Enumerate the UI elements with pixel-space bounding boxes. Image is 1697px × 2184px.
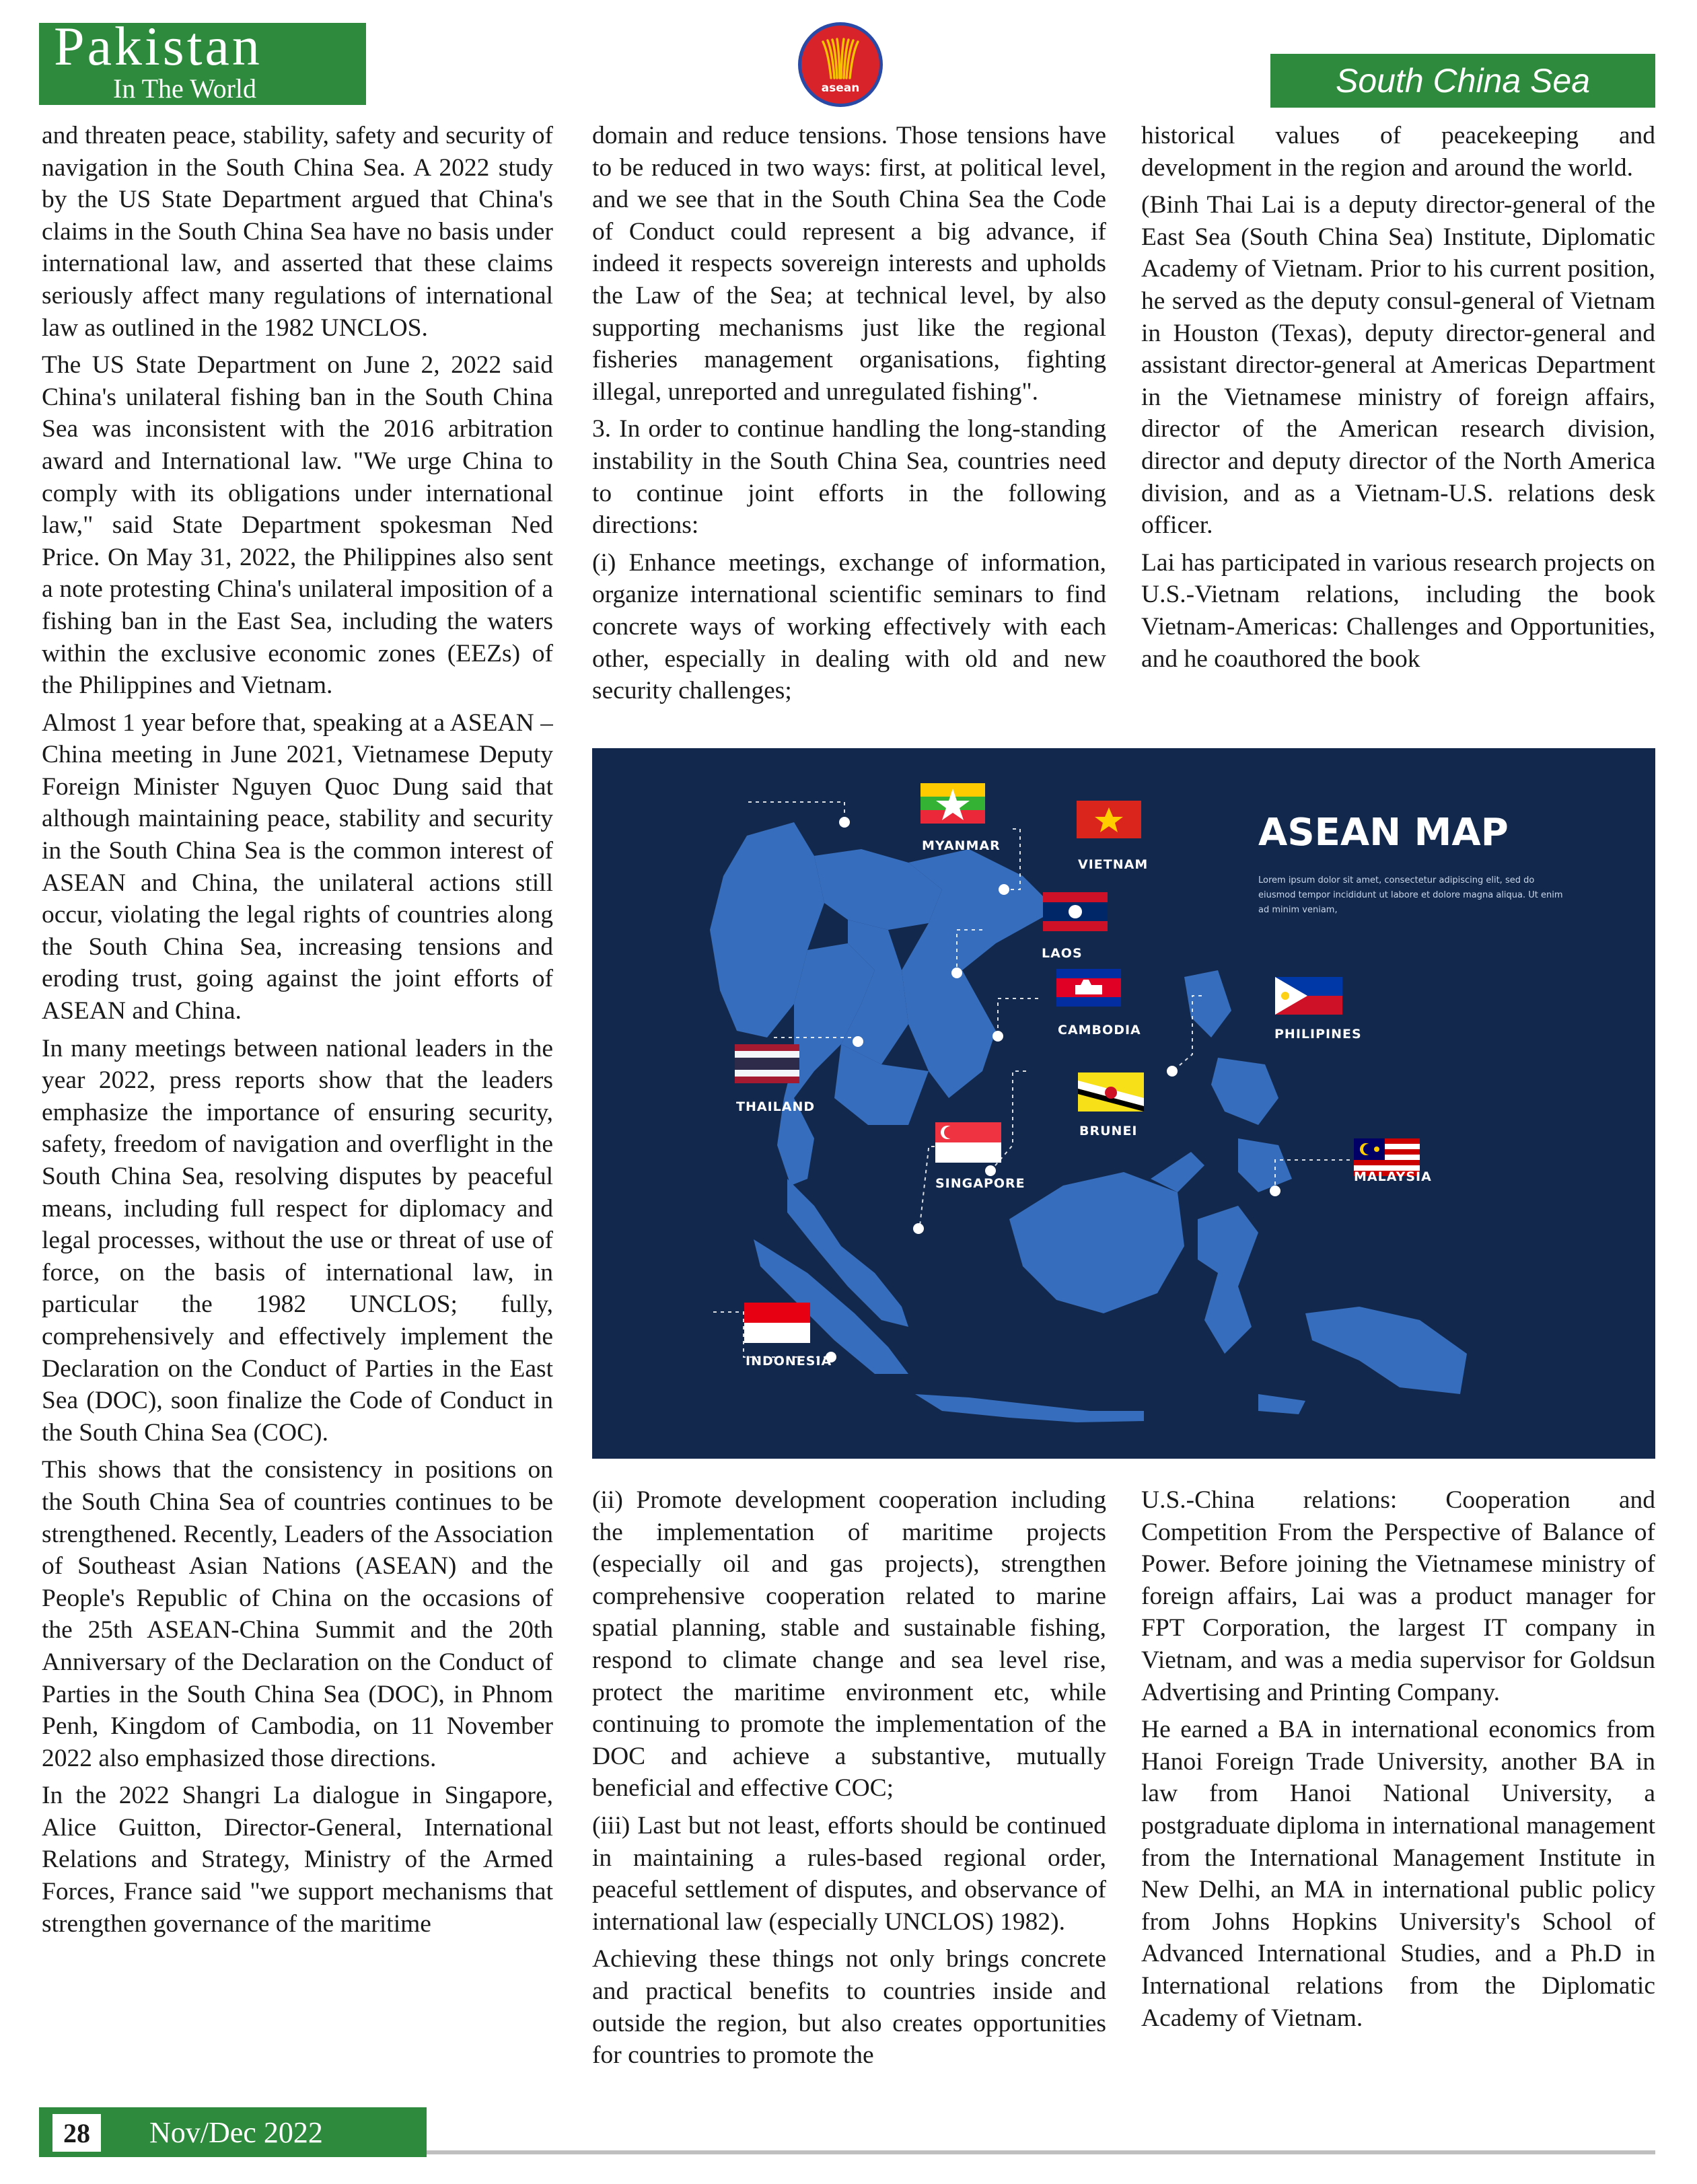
laos-flag-icon bbox=[1043, 892, 1108, 931]
country-label-singapore: SINGAPORE bbox=[935, 1176, 1025, 1191]
paragraph: Almost 1 year before that, speaking at a ASEAN – China meeting in June 2021, Vietnamese Deputy Foreign Minister Nguyen Quoc Dung said that although maintaining peace, stability and security in the South China Sea is the common interest of ASEAN and China, the unilateral actions still occur, violating the legal rights of countries along the South China Sea, increasing tensions and eroding trust, going against the joint efforts of ASEAN and China. bbox=[42, 708, 553, 1025]
asean-map-figure bbox=[592, 748, 1655, 1459]
vietnam-flag-icon bbox=[1077, 801, 1141, 838]
country-label-cambodia: CAMBODIA bbox=[1058, 1023, 1141, 1038]
paragraph: (Binh Thai Lai is a deputy director-general of the East Sea (South China Sea) Institute, Diplomatic Academy of Vietnam. Prior to his current position, he served as the deputy consul-general of Vietnam in Houston (Texas), deputy director-general and assistant director-general at Americas Department in the Vietnamese ministry of foreign affairs, director of the American research division, director and deputy director of the North America division, and as a Vietnam-U.S. relations desk officer. bbox=[1141, 191, 1655, 540]
paragraph: (ii) Promote development cooperation including the implementation of maritime projects (especially oil and gas projects), strengthen comprehensive cooperation related to marine spatial planning, stable and sustainable fishing, respond to climate change and sea level rise, protect the maritime environment etc, while continuing to promote the implementation of the DOC and achieve a substantive, mutually beneficial and effective COC; bbox=[592, 1486, 1106, 1803]
paragraph: In many meetings between national leaders in the year 2022, press reports show that the leaders emphasize the importance of ensuring security, safety, freedom of navigation and overflight in the South China Sea, resolving disputes by peaceful means, including full respect for diplomacy and legal processes, without the use or threat of use of force, on the basis of international law, in particular the 1982 UNCLOS; fully, comprehensively and effectively implement the Declaration on the Conduct of Parties in the East Sea (DOC), soon finalize the Code of Conduct in the South China Sea (COC). bbox=[42, 1034, 553, 1447]
emblem-text: asean bbox=[821, 81, 860, 95]
philippines-flag-icon bbox=[1275, 977, 1342, 1015]
masthead-subtitle: In The World bbox=[113, 73, 257, 104]
paragraph: historical values of peacekeeping and development in the region and around the world. bbox=[1141, 122, 1655, 182]
article-column-3-top bbox=[1141, 120, 1655, 745]
footer-rule bbox=[427, 2150, 1655, 2154]
paragraph: and threaten peace, stability, safety and security of navigation in the South China Sea. A 2022 study by the US State Department argued that China's claims in the South China Sea have no basis under international law, and asserted that these claims seriously affect many regulations of international law as outlined in the 1982 UNCLOS. bbox=[42, 122, 553, 342]
country-label-malaysia: MALAYSIA bbox=[1354, 1169, 1432, 1184]
indonesia-flag-icon bbox=[744, 1303, 810, 1343]
map-title: ASEAN MAP bbox=[1258, 811, 1509, 854]
map-caption: Lorem ipsum dolor sit amet, consectetur adipiscing elit, sed do eiusmod tempor incididunt ut labore et dolore magna aliqua. Ut enim ad minim veniam, bbox=[1258, 875, 1563, 915]
article-column-3-bottom bbox=[1141, 1484, 1655, 2130]
country-label-laos: LAOS bbox=[1042, 946, 1083, 961]
article-column-2-top bbox=[592, 120, 1106, 745]
paragraph: In the 2022 Shangri La dialogue in Singapore, Alice Guitton, Director-General, International Relations and Strategy, Ministry of the Armed Forces, France said "we support mechanisms that strengthen governance of the maritime bbox=[42, 1782, 553, 1938]
cambodia-flag-icon bbox=[1056, 969, 1121, 1007]
paragraph: (i) Enhance meetings, exchange of information, organize international scientific seminars to find concrete ways of working effectively with each other, especially in dealing with old and new security challenges; bbox=[592, 548, 1106, 705]
country-label-myanmar: MYANMAR bbox=[922, 838, 1001, 853]
paragraph: This shows that the consistency in positions on the South China Sea of countries continues to be strengthened. Recently, Leaders of the Association of Southeast Asian Nations (ASEAN) and the People's Republic of China on the occasions of the 25th ASEAN-China Summit and the 20th Anniversary of the Declaration on the Conduct of Parties in the South China Sea (DOC), in Phnom Penh, Kingdom of Cambodia, on 11 November 2022 also emphasized those directions. bbox=[42, 1456, 553, 1772]
paragraph: He earned a BA in international economics from Hanoi Foreign Trade University, another BA in law from Hanoi National University, a postgraduate diploma in international management from the International Management Institute in New Delhi, an MA in international public policy from Johns Hopkins University's School of Advanced International Studies, and a Ph.D in International relations from the Diplomatic Academy of Vietnam. bbox=[1141, 1716, 1655, 2032]
section-tag: South China Sea bbox=[1270, 54, 1655, 108]
issue-date: Nov/Dec 2022 bbox=[149, 2116, 323, 2149]
masthead-title: Pakistan bbox=[54, 15, 262, 77]
paragraph: 3. In order to continue handling the long-standing instability in the South China Sea, countries need to continue joint efforts in the following directions: bbox=[592, 415, 1106, 540]
country-label-indonesia: INDONESIA bbox=[746, 1354, 832, 1369]
masthead-logo bbox=[39, 15, 366, 105]
paragraph: domain and reduce tensions. Those tensions have to be reduced in two ways: first, at political level, and we see that in the South China Sea the Code of Conduct could represent a big advance, if indeed it respects sovereign interests and upholds the Law of the Sea; at technical level, by also supporting mechanisms just like the regional fisheries management organisations, fighting illegal, unreported and unregulated fishing". bbox=[592, 122, 1106, 406]
brunei-flag-icon bbox=[1078, 1072, 1144, 1112]
article-column-2-bottom bbox=[592, 1484, 1106, 2130]
paragraph: The US State Department on June 2, 2022 said China's unilateral fishing ban in the South China Sea was inconsistent with the 2016 arbitration award and International law. "We urge China to comply with its obligations under international law," said State Department spokesman Ned Price. On May 31, 2022, the Philippines also sent a note protesting China's unilateral imposition of a fishing ban in the East Sea, including the waters within the exclusive economic zones (EEZs) of the Philippines and Vietnam. bbox=[42, 351, 553, 700]
paragraph: Achieving these things not only brings concrete and practical benefits to countries inside and outside the region, but also creates opportunities for countries to promote the bbox=[592, 1945, 1106, 2070]
country-label-vietnam: VIETNAM bbox=[1078, 857, 1149, 872]
asean-emblem-icon bbox=[796, 20, 885, 109]
country-label-thailand: THAILAND bbox=[736, 1099, 816, 1114]
paragraph: U.S.-China relations: Cooperation and Competition From the Perspective of Balance of Power. Before joining the Vietnamese ministry of foreign affairs, Lai was a product manager for FPT Corporation, the largest IT company in Vietnam, and was a media supervisor for Goldsun Advertising and Printing Company. bbox=[1141, 1486, 1655, 1706]
singapore-flag-icon bbox=[935, 1122, 1001, 1163]
thailand-flag-icon bbox=[735, 1044, 799, 1083]
paragraph: (iii) Last but not least, efforts should be continued in maintaining a rules-based regional order, peaceful settlement of disputes, and observance of international law (especially UNCLOS) 1982). bbox=[592, 1811, 1106, 1936]
article-column-1 bbox=[42, 120, 553, 2111]
country-label-brunei: BRUNEI bbox=[1079, 1124, 1138, 1138]
myanmar-flag-icon bbox=[920, 783, 985, 824]
country-label-philippines: PHILIPINES bbox=[1274, 1027, 1362, 1042]
page-number: 28 bbox=[52, 2114, 101, 2152]
paragraph: Lai has participated in various research projects on U.S.-Vietnam relations, including the book Vietnam-Americas: Challenges and Opportunities, and he coauthored the book bbox=[1141, 548, 1655, 673]
